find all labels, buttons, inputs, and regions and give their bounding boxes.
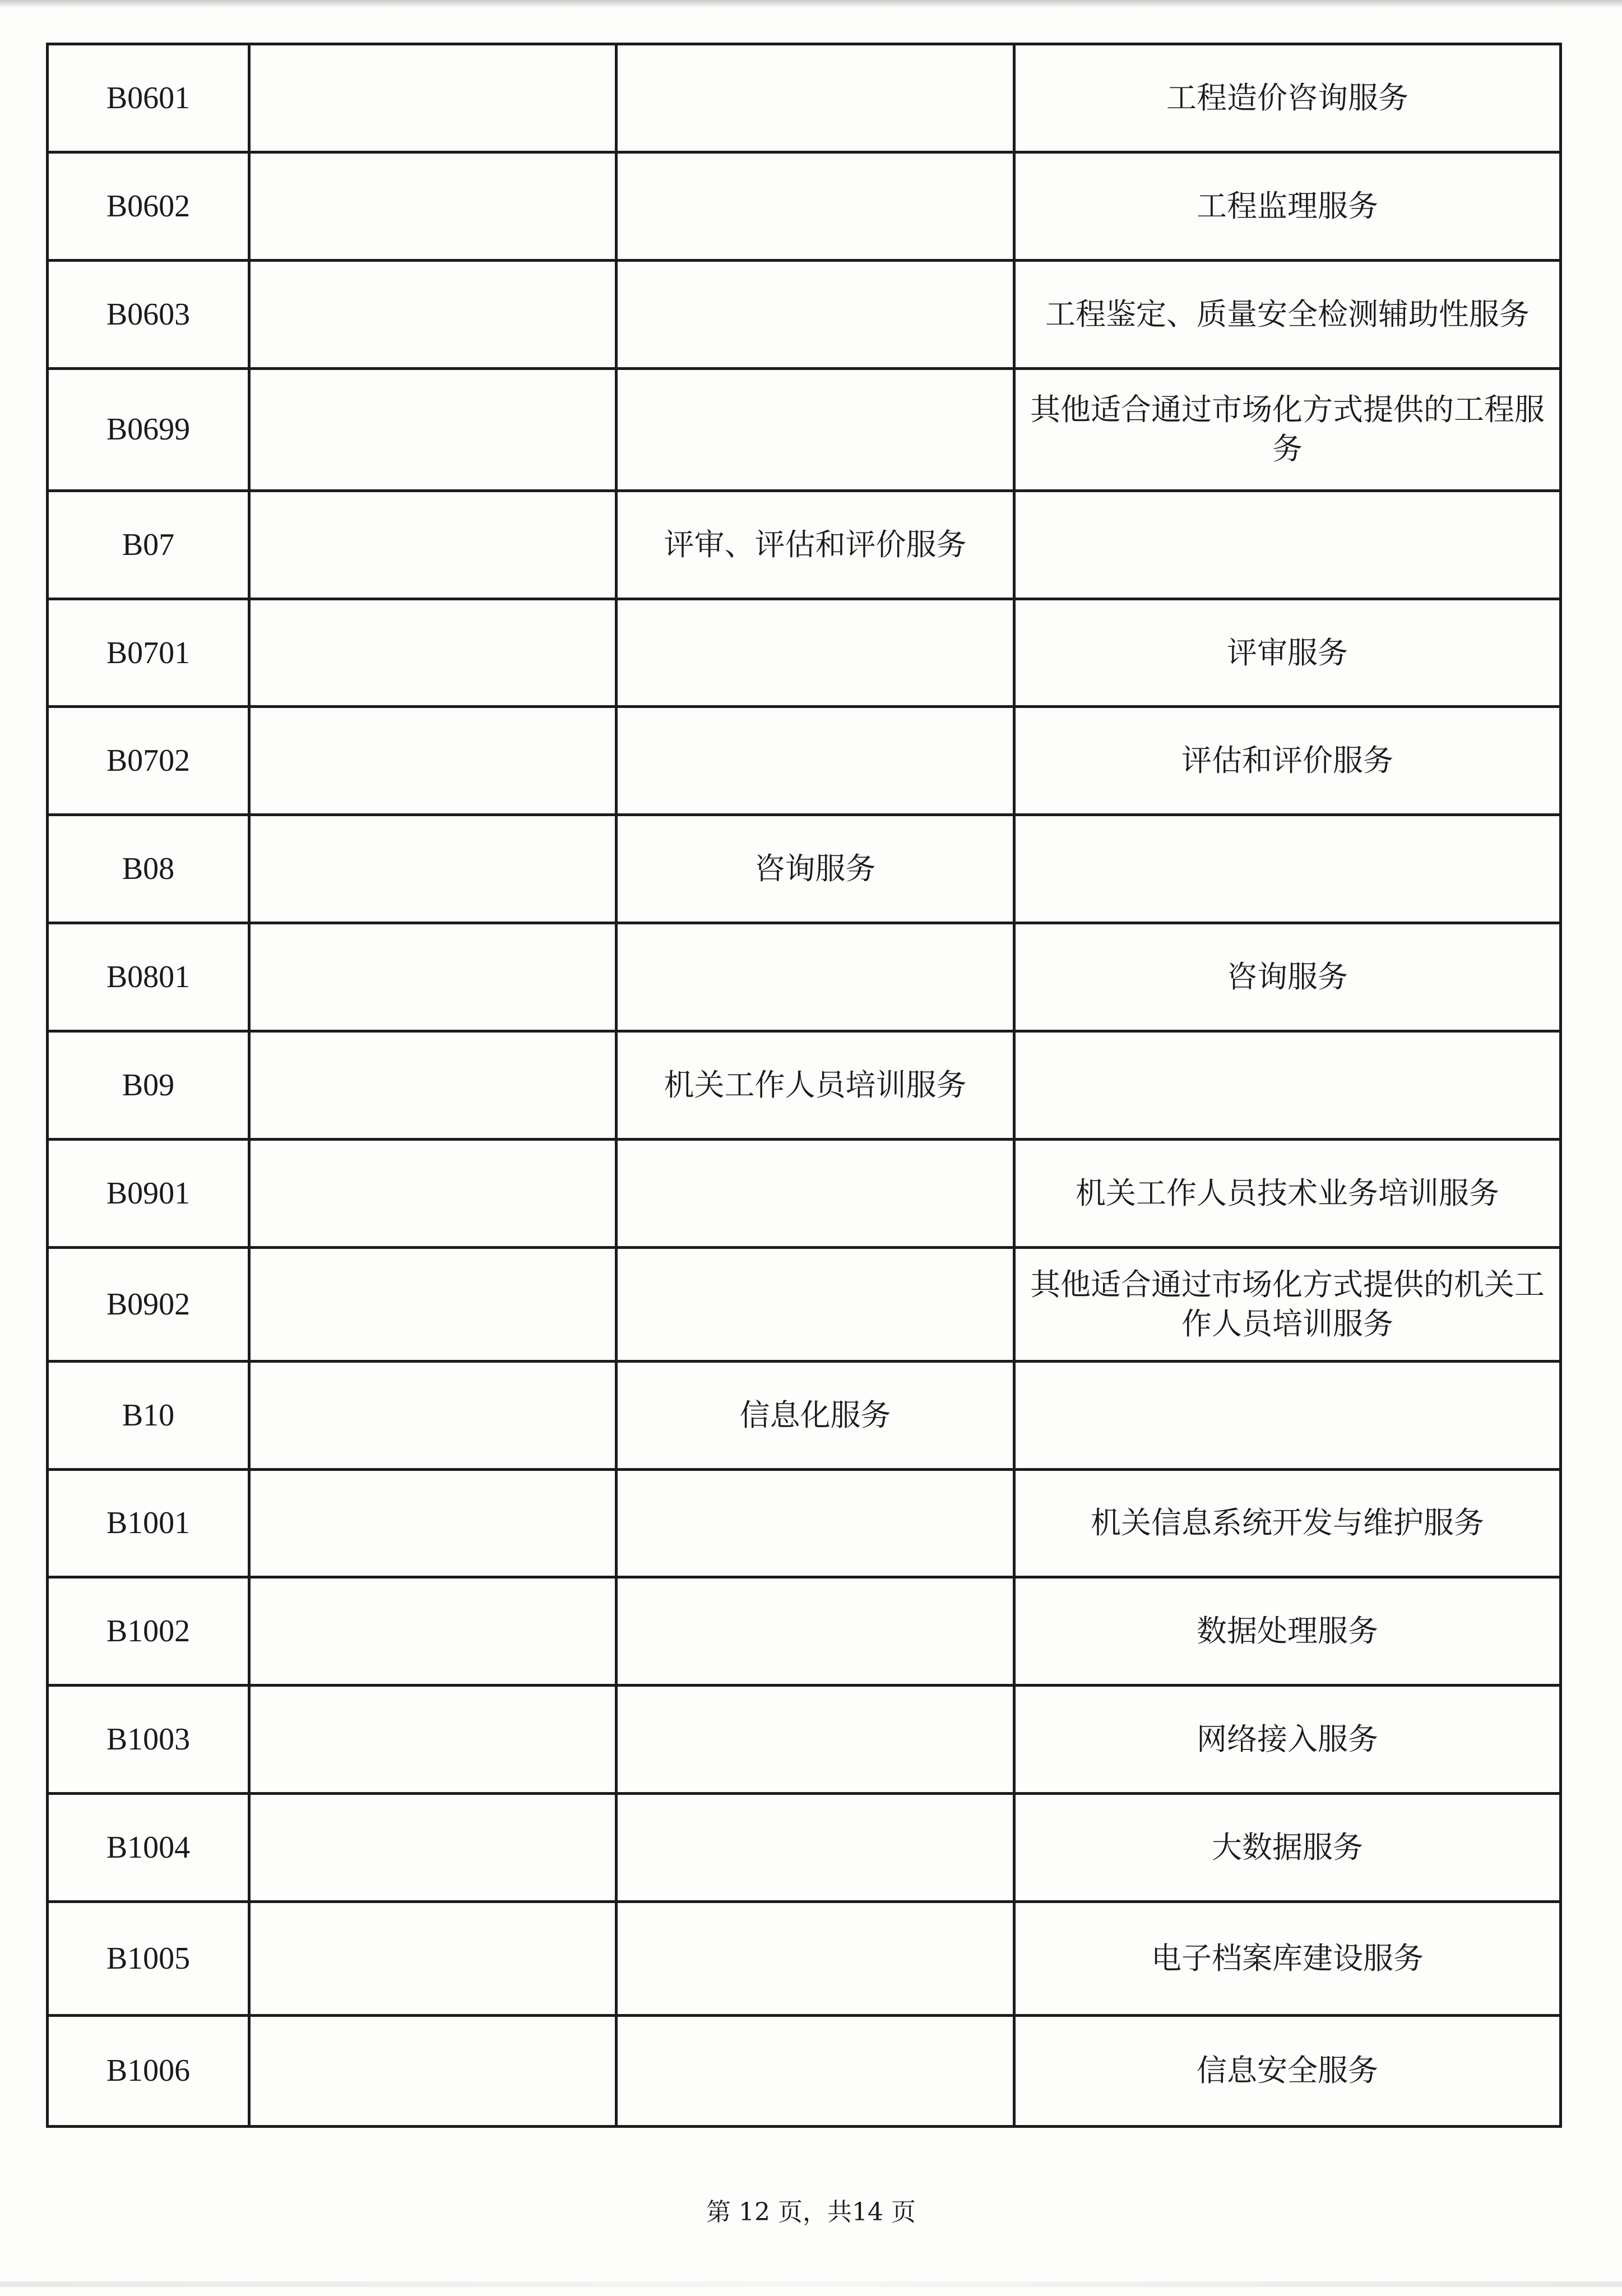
- level1-cell: [249, 2015, 617, 2126]
- code-cell: B07: [48, 490, 249, 599]
- table-row: [48, 490, 1561, 599]
- code-cell: B0701: [48, 599, 249, 707]
- level3-cell: 咨询服务: [1014, 923, 1561, 1031]
- table-row: [48, 1794, 1561, 1902]
- level2-cell: [617, 44, 1014, 152]
- level1-cell: [249, 44, 617, 152]
- level1-cell: [249, 815, 617, 923]
- table-row: [48, 923, 1561, 1031]
- level3-cell: 机关工作人员技术业务培训服务: [1014, 1139, 1561, 1247]
- level2-cell: 信息化服务: [617, 1361, 1014, 1469]
- code-cell: B0801: [48, 923, 249, 1031]
- level1-cell: [249, 1686, 617, 1794]
- level2-cell: [617, 923, 1014, 1031]
- level2-cell: [617, 707, 1014, 815]
- level2-cell: [617, 1901, 1014, 2015]
- page-number: 第 12 页，共14 页: [706, 2198, 916, 2226]
- table-row: [48, 815, 1561, 923]
- code-cell: B0902: [48, 1247, 249, 1361]
- table-row: [48, 1901, 1561, 2015]
- code-cell: B0603: [48, 260, 249, 368]
- table-row: [48, 1361, 1561, 1469]
- level3-cell: 评估和评价服务: [1014, 707, 1561, 815]
- code-cell: B1006: [48, 2015, 249, 2126]
- level2-cell: [617, 1469, 1014, 1577]
- level3-cell: 大数据服务: [1014, 1794, 1561, 1902]
- code-cell: B1001: [48, 1469, 249, 1577]
- table-row: [48, 599, 1561, 707]
- level3-cell: [1014, 1361, 1561, 1469]
- level1-cell: [249, 490, 617, 599]
- level2-cell: [617, 368, 1014, 490]
- level3-cell: [1014, 490, 1561, 599]
- level1-cell: [249, 1794, 617, 1902]
- level2-cell: [617, 599, 1014, 707]
- level1-cell: [249, 1139, 617, 1247]
- table-row: [48, 1031, 1561, 1139]
- level3-cell: 机关信息系统开发与维护服务: [1014, 1469, 1561, 1577]
- table-row: [48, 1686, 1561, 1794]
- code-cell: B0901: [48, 1139, 249, 1247]
- level2-cell: [617, 1577, 1014, 1686]
- level1-cell: [249, 1469, 617, 1577]
- level1-cell: [249, 260, 617, 368]
- code-cell: B10: [48, 1361, 249, 1469]
- level2-cell: 评审、评估和评价服务: [617, 490, 1014, 599]
- level1-cell: [249, 599, 617, 707]
- table-row: [48, 707, 1561, 815]
- level1-cell: [249, 923, 617, 1031]
- code-cell: B0601: [48, 44, 249, 152]
- level3-cell: 网络接入服务: [1014, 1686, 1561, 1794]
- level3-cell: 其他适合通过市场化方式提供的工程服务: [1014, 368, 1561, 490]
- code-cell: B1005: [48, 1901, 249, 2015]
- level1-cell: [249, 368, 617, 490]
- level1-cell: [249, 1031, 617, 1139]
- level3-cell: 工程造价咨询服务: [1014, 44, 1561, 152]
- table-body: [48, 44, 1561, 2127]
- level3-cell: [1014, 1031, 1561, 1139]
- code-cell: B0699: [48, 368, 249, 490]
- table-row: [48, 1139, 1561, 1247]
- level3-cell: 工程鉴定、质量安全检测辅助性服务: [1014, 260, 1561, 368]
- level3-cell: 评审服务: [1014, 599, 1561, 707]
- code-cell: B1004: [48, 1794, 249, 1902]
- level2-cell: [617, 1686, 1014, 1794]
- scan-edge-shadow: [0, 0, 1622, 8]
- level2-cell: [617, 1139, 1014, 1247]
- level3-cell: 数据处理服务: [1014, 1577, 1561, 1686]
- code-cell: B09: [48, 1031, 249, 1139]
- code-cell: B1003: [48, 1686, 249, 1794]
- level2-cell: [617, 1794, 1014, 1902]
- table-row: [48, 152, 1561, 260]
- level1-cell: [249, 1361, 617, 1469]
- level1-cell: [249, 707, 617, 815]
- level2-cell: [617, 1247, 1014, 1361]
- code-cell: B08: [48, 815, 249, 923]
- table-row: [48, 1247, 1561, 1361]
- level3-cell: 其他适合通过市场化方式提供的机关工作人员培训服务: [1014, 1247, 1561, 1361]
- service-catalog-table: [46, 43, 1562, 2128]
- level2-cell: 咨询服务: [617, 815, 1014, 923]
- table-row: [48, 368, 1561, 490]
- table-row: [48, 2015, 1561, 2126]
- level2-cell: [617, 260, 1014, 368]
- code-cell: B1002: [48, 1577, 249, 1686]
- level3-cell: 电子档案库建设服务: [1014, 1901, 1561, 2015]
- table-row: [48, 1577, 1561, 1686]
- level3-cell: [1014, 815, 1561, 923]
- level1-cell: [249, 152, 617, 260]
- table-row: [48, 1469, 1561, 1577]
- table-row: [48, 44, 1561, 152]
- scan-bottom-smudge: [0, 2281, 1622, 2287]
- level1-cell: [249, 1577, 617, 1686]
- code-cell: B0702: [48, 707, 249, 815]
- level3-cell: 信息安全服务: [1014, 2015, 1561, 2126]
- level2-cell: [617, 152, 1014, 260]
- code-cell: B0602: [48, 152, 249, 260]
- level2-cell: 机关工作人员培训服务: [617, 1031, 1014, 1139]
- level1-cell: [249, 1901, 617, 2015]
- level1-cell: [249, 1247, 617, 1361]
- level3-cell: 工程监理服务: [1014, 152, 1561, 260]
- level2-cell: [617, 2015, 1014, 2126]
- table-row: [48, 260, 1561, 368]
